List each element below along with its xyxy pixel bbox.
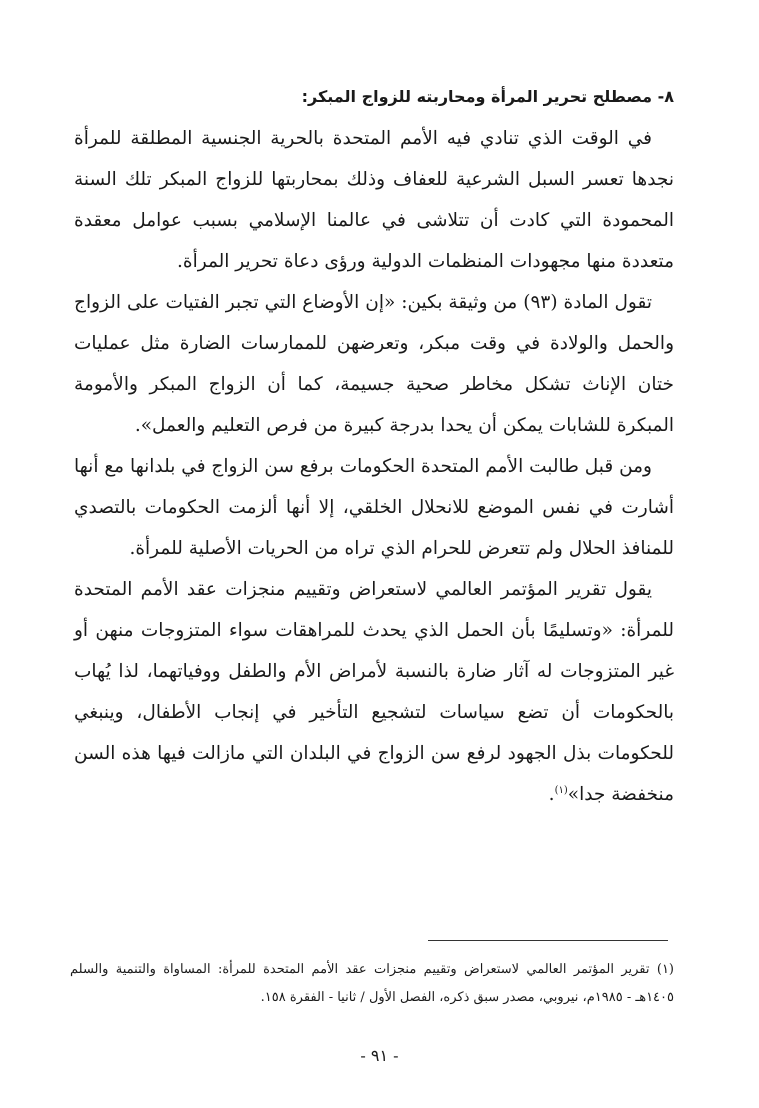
- page-number: - ٩١ -: [360, 1046, 399, 1065]
- paragraph-1: في الوقت الذي تنادي فيه الأمم المتحدة بالحرية الجنسية المطلقة للمرأة نجدها تعسر السبل الشرعية للعفاف وذلك بمحاربتها للزواج المبكر تلك السنة المحمودة التي كادت أن تتلاشى في عالمنا الإسلامي بسبب عوامل معقدة متعددة منها مجهودات المنظمات الدولية ورؤى دعاة تحرير المرأة.: [74, 128, 674, 272]
- paragraph-2: تقول المادة (٩٣) من وثيقة بكين: «إن الأوضاع التي تجبر الفتيات على الزواج والحمل والولادة في وقت مبكر، وتعرضهن للممارسات الضارة مثل عمليات ختان الإناث تشكل مخاطر صحية جسيمة، كما أن الزواج المبكر والأمومة المبكرة للشابات يمكن أن يحدا بدرجة كبيرة من فرص التعليم والعمل».: [74, 292, 674, 436]
- paragraph-4-text: يقول تقرير المؤتمر العالمي لاستعراض وتقييم منجزات عقد الأمم المتحدة للمرأة: «وتسليمًا بأن الحمل الذي يحدث للمراهقات سواء المتزوجات منهن أو غير المتزوجات له آثار ضارة بالنسبة لأمراض الأم والطفل ووفياتهما، لذا يُهاب بالحكومات أن تضع سياسات لتشجيع التأخير في إنجاب الأطفال، وينبغي للحكومات بذل الجهود لرفع سن الزواج في البلدان التي مازالت فيها هذه السن منخفضة جدا»: [74, 579, 674, 805]
- paragraph-4: يقول تقرير المؤتمر العالمي لاستعراض وتقييم منجزات عقد الأمم المتحدة للمرأة: «وتسليمًا بأن الحمل الذي يحدث للمراهقات سواء المتزوجات منهن أو غير المتزوجات له آثار ضارة بالنسبة لأمراض الأم والطفل ووفياتهما، لذا يُهاب بالحكومات أن تضع سياسات لتشجيع التأخير في إنجاب الأطفال، وينبغي للحكومات بذل الجهود لرفع سن الزواج في البلدان التي مازالت فيها هذه السن منخفضة جدا»$^{(١)}$.: [74, 579, 674, 805]
- footnote-separator: [428, 940, 668, 941]
- footnote: (١) تقرير المؤتمر العالمي لاستعراض وتقييم منجزات عقد الأمم المتحدة للمرأة: المساواة والتنمية والسلم ١٤٠٥هـ - ١٩٨٥م، نيروبي، مصدر سبق ذكره، الفصل الأول / ثانيا - الفقرة ١٥٨.: [70, 962, 674, 1005]
- page-body: [74, 82, 674, 815]
- section-heading: ٨- مصطلح تحرير المرأة ومحاربته للزواج المبكر:: [301, 87, 674, 106]
- footnote-reference[interactable]: (١): [554, 784, 568, 796]
- paragraph-3: ومن قبل طالبت الأمم المتحدة الحكومات برفع سن الزواج في بلدانها مع أنها أشارت في نفس الموضع للانحلال الخلقي، إلا أنها ألزمت الحكومات بالتصدي للمنافذ الحلال ولم تتعرض للحرام الذي تراه من الحريات الأصلية للمرأة.: [74, 456, 674, 559]
